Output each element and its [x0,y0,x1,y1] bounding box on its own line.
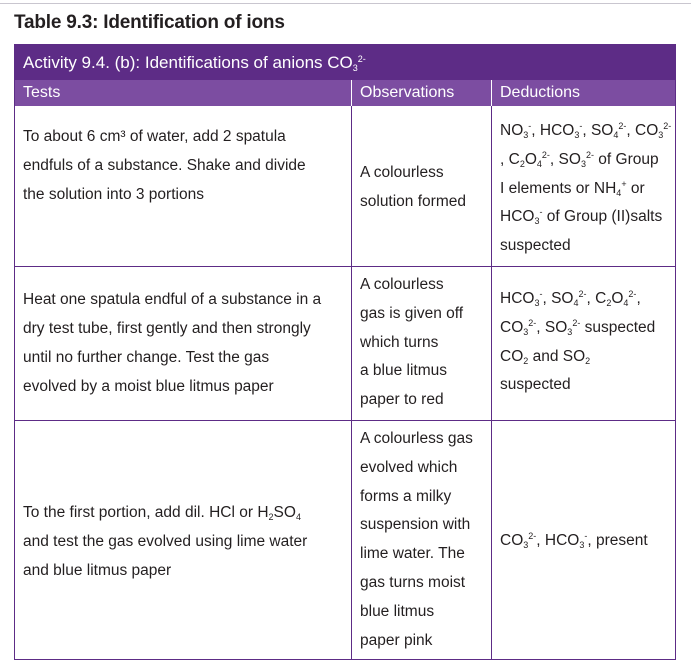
column-divider [491,106,492,659]
row2-obs-line: which turns [360,333,439,351]
row1-ded-line: $NO_3^-$, $HCO_3^-$, $SO_4^{2-}$, $CO_3^{2-}$ [500,121,672,140]
row3-obs-line: lime water. The [360,545,465,563]
header-tests: Tests [23,84,61,101]
row3-test-line: To the first portion, add dil. HCl or $H_2SO_4$ [23,504,301,522]
row1-test-line: endfuls of a substance. Shake and divide [23,157,306,174]
row-divider [15,420,675,421]
row3-obs-line: A colourless gas [360,430,473,447]
row2-obs-line: paper to red [360,391,444,409]
row2-observation [360,271,488,415]
row2-test-line: until no further change. Test the gas [23,349,270,366]
row1-obs-line: A colourless [360,164,444,181]
activity-ion-sub: 3 [352,63,358,73]
row1-ded-line: , $C_2O_4^{2-}$, $SO_3^{2-}$ of Group [500,149,659,169]
row2-obs-line: a blue litmus [360,362,448,380]
row2-deduction [500,285,672,400]
row3-deduction [500,527,672,556]
activity-ion-sup: 2- [357,54,366,64]
row2-test-line: evolved by a moist blue litmus paper [23,378,274,395]
row2-test-line: dry test tube, first gently and then strongly [23,320,311,337]
row1-obs-line: solution formed [360,192,466,210]
row1-test-line: To about 6 cm³ of water, add 2 spatula [23,128,286,145]
row3-observation [360,425,488,655]
row2-test [23,285,347,401]
row2-ded-line: $CO_2$ and $SO_2$ [500,347,591,366]
row3-test [23,498,347,585]
row3-obs-line: evolved which [360,458,458,476]
row-divider [15,266,675,267]
activity-label: Activity 9.4. (b): Identifications of anions CO [23,53,353,72]
row1-ded-line: suspected [500,237,571,255]
column-header-row [15,80,675,106]
row3-test-line: and test the gas evolved using lime water [23,533,308,550]
row1-ded-line: I elements or $NH_4^+$ or [500,178,645,198]
column-divider [351,106,352,659]
activity-header [15,45,675,80]
row1-observation [360,159,488,217]
row2-ded-line: $CO_3^{2-}$, $SO_3^{2-}$ suspected [500,317,656,337]
row3-ded-line: $CO_3^{2-}$, $HCO_3^-$, present [500,531,648,550]
row1-deduction [500,117,672,261]
row3-obs-line: forms a milky [360,487,452,505]
row2-ded-line: $HCO_3^-$, $SO_4^{2-}$, $C_2O_4^{2-}$, [500,289,641,308]
header-observations: Observations [360,84,455,101]
row1-ded-line: $HCO_3^-$ of Group (II)salts [500,207,663,227]
row3-obs-line: blue litmus [360,602,435,620]
row3-obs-line: suspension with [360,516,471,534]
row2-ded-line: suspected [500,376,571,394]
ions-table [14,44,676,660]
row2-obs-line: gas is given off [360,304,464,322]
row3-obs-line: gas turns moist [360,573,466,591]
row1-test-line: the solution into 3 portions [23,186,204,203]
row3-obs-line: paper pink [360,631,433,649]
header-deductions: Deductions [500,84,581,101]
top-rule [0,3,691,4]
row1-test [23,122,347,209]
row2-obs-line: A colourless [360,276,444,293]
row2-test-line: Heat one spatula endful of a substance in a [23,291,322,308]
row3-test-line: and blue litmus paper [23,562,172,579]
table-title: Table 9.3: Identification of ions [14,12,285,33]
